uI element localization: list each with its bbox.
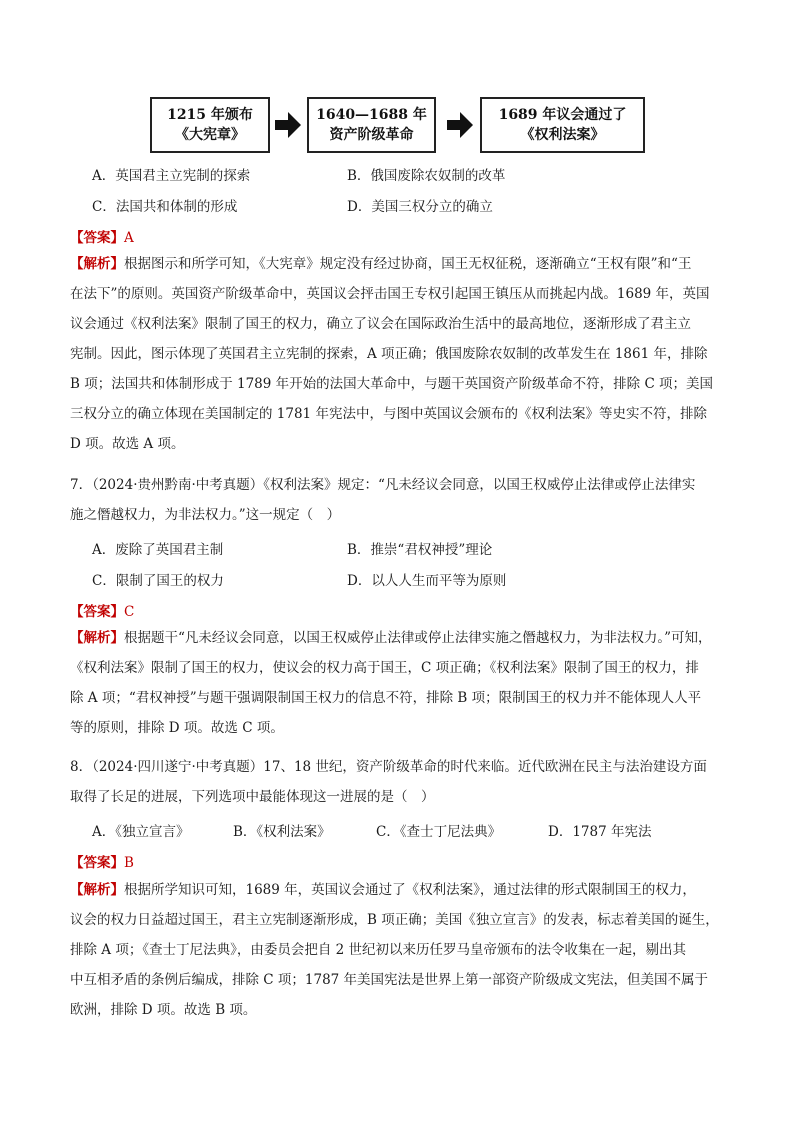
right-arrow-icon [275, 111, 301, 139]
analysis-line: 【解析】根据题干“凡未经议会同意，以国王权威停止法律或停止法律实施之僭越权力，为非法权力。”可知， [70, 630, 712, 646]
flow-box-bourgeois-revolution [307, 97, 436, 153]
analysis-line: 【解析】根据图示和所学可知，《大宪章》规定没有经过协商，国王无权征税，逐渐确立“王权有限”和“王 [70, 256, 692, 272]
analysis-line: B 项；法国共和体制形成于 1789 年开始的法国大革命中，与题干英国资产阶级革命不符，排除 C 项；美国 [70, 376, 714, 392]
q8-option-a: A．《独立宣言》 [92, 824, 190, 840]
answer-tag: 【答案】 [70, 604, 124, 620]
q7-option-c: C．限制了国王的权力 [92, 573, 224, 589]
q8-answer [70, 851, 134, 871]
q6-option-c: C．法国共和体制的形成 [92, 199, 238, 215]
flow-box-magna-carta [150, 97, 270, 153]
answer-tag: 【答案】 [70, 855, 124, 871]
analysis-line: 排除 A 项；《查士丁尼法典》，由委员会把自 2 世纪初以来历任罗马皇帝颁布的法令收集在一起，剔出其 [70, 942, 687, 958]
stem-line: 取得了长足的进展，下列选项中最能体现这一进展的是（ ） [70, 789, 435, 805]
analysis-line: D 项。故选 A 项。 [70, 436, 185, 452]
q8-option-d: D．1787 年宪法 [548, 824, 652, 840]
q8-option-c: C．《查士丁尼法典》 [376, 824, 502, 840]
q6-answer [70, 226, 134, 246]
flow-box-bill-of-rights [480, 97, 645, 153]
q6-option-a: A．英国君主立宪制的探索 [92, 168, 251, 184]
q6-option-d: D．美国三权分立的确立 [347, 199, 493, 215]
right-arrow-icon [447, 111, 473, 139]
analysis-line: 等的原则，排除 D 项。故选 C 项。 [70, 720, 284, 736]
analysis-line: 除 A 项；“君权神授”与题干强调限制国王权力的信息不符，排除 B 项；限制国王的权力并不能体现人人平 [70, 690, 702, 706]
analysis-line: 三权分立的确立体现在美国制定的 1781 年宪法中，与图中英国议会颁布的《权利法案》等史实不符，排除 [70, 406, 707, 422]
q7-option-a: A．废除了英国君主制 [92, 542, 224, 558]
q7-analysis [70, 623, 726, 743]
analysis-line: 中互相矛盾的条例后编成，排除 C 项；1787 年美国宪法是世界上第一部资产阶级成文宪法，但美国不属于 [70, 972, 709, 988]
flow-box-line: 1689 年议会通过了 [498, 107, 627, 123]
flow-box-line: 1640—1688 年 [316, 107, 427, 123]
flow-box-line: 资产阶级革命 [329, 127, 414, 143]
q8-analysis [70, 875, 726, 1025]
q7-option-d: D．以人人生而平等为原则 [347, 573, 507, 589]
answer-value: C [124, 604, 135, 620]
analysis-line: 【解析】根据所学知识可知，1689 年，英国议会通过了《权利法案》，通过法律的形式限制国王的权力， [70, 882, 696, 898]
q7-answer [70, 600, 134, 620]
answer-value: A [124, 230, 134, 246]
q8-option-b: B．《权利法案》 [233, 824, 331, 840]
stem-line: 8．（2024·四川遂宁·中考真题）17、18 世纪，资产阶级革命的时代来临。近代欧洲在民主与法治建设方面 [70, 759, 707, 775]
stem-line: 施之僭越权力，为非法权力。”这一规定（ ） [70, 507, 341, 523]
flow-diagram [150, 97, 645, 155]
analysis-tag: 【解析】 [70, 256, 124, 272]
analysis-line: 《权利法案》限制了国王的权力，使议会的权力高于国王，C 项正确；《权利法案》限制了国王的权力，排 [70, 660, 699, 676]
q8-stem [70, 752, 726, 812]
answer-tag: 【答案】 [70, 230, 124, 246]
flow-box-line: 《权利法案》 [520, 127, 605, 143]
analysis-tag: 【解析】 [70, 630, 124, 646]
q6-option-b: B．俄国废除农奴制的改革 [347, 168, 506, 184]
q6-analysis [70, 249, 726, 459]
analysis-tag: 【解析】 [70, 882, 124, 898]
answer-value: B [124, 855, 134, 871]
q7-stem [70, 470, 726, 530]
flow-box-line: 《大宪章》 [175, 127, 245, 143]
stem-line: 7．（2024·贵州黔南·中考真题）《权利法案》规定：“凡未经议会同意，以国王权威停止法律或停止法律实 [70, 477, 696, 493]
analysis-line: 欧洲，排除 D 项。故选 B 项。 [70, 1002, 257, 1018]
q7-option-b: B．推崇“君权神授”理论 [347, 542, 493, 558]
analysis-line: 议会通过《权利法案》限制了国王的权力，确立了议会在国际政治生活中的最高地位，逐渐形成了君主立 [70, 316, 691, 332]
analysis-line: 议会的权力日益超过国王，君主立宪制逐渐形成，B 项正确；美国《独立宣言》的发表，标志着美国的诞生， [70, 912, 719, 928]
analysis-line: 宪制。因此，图示体现了英国君主立宪制的探索，A 项正确；俄国废除农奴制的改革发生在 1861 年，排除 [70, 346, 708, 362]
flow-box-line: 1215 年颁布 [167, 107, 253, 123]
analysis-line: 在法下”的原则。英国资产阶级革命中，英国议会抨击国王专权引起国王镇压从而挑起内战。1689 年，英国 [70, 286, 710, 302]
